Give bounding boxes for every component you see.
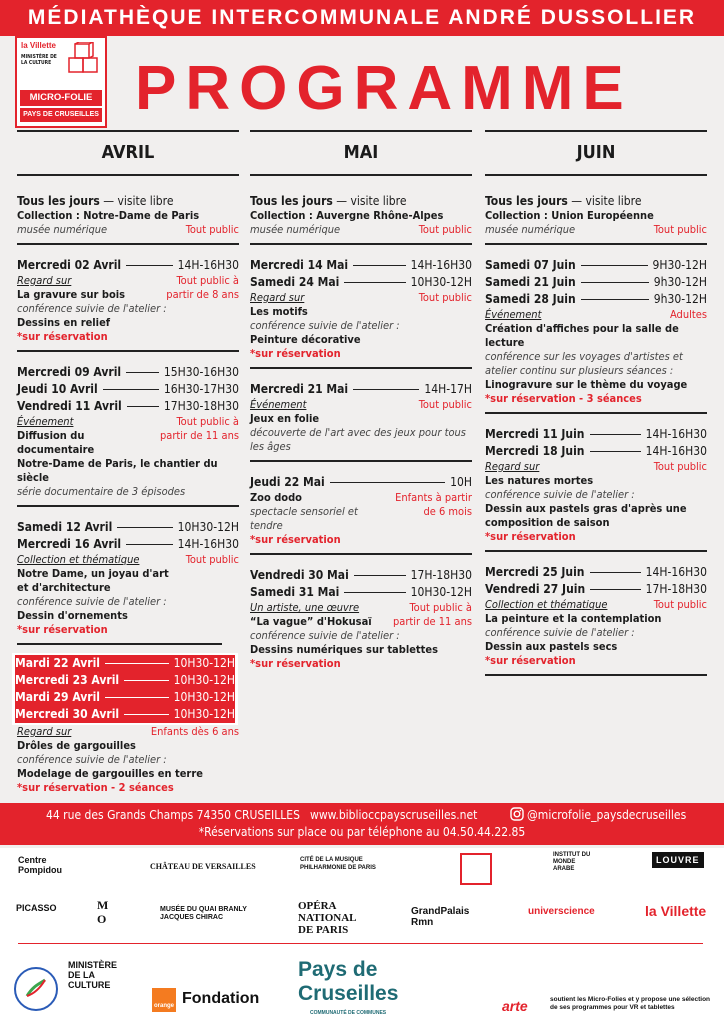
event-atelier: Dessin aux pastels gras d'après une composition de saison <box>485 502 687 529</box>
event-time: 10H30-12H <box>173 690 235 704</box>
event-conf: conférence suivie de l'atelier : <box>250 319 400 332</box>
libre-text: — visite libre <box>567 194 642 208</box>
reservation-note: *sur réservation <box>250 657 341 670</box>
event-time: 9h30-12H <box>653 292 707 306</box>
event-block <box>17 245 239 350</box>
event-time: 14H-16H30 <box>410 258 472 272</box>
event-date: Mercredi 16 Avril <box>17 537 122 551</box>
red-square-logo <box>460 853 492 885</box>
event-conf: conférence suivie de l'atelier : <box>17 302 167 315</box>
event-title: La gravure sur bois <box>17 288 126 301</box>
fondation-logo: Fondation <box>182 990 260 1007</box>
event-block <box>250 555 472 677</box>
event-time: 14H-16H30 <box>177 258 239 272</box>
header-banner: MÉDIATHÈQUE INTERCOMMUNALE ANDRÉ DUSSOLLIER <box>0 0 724 36</box>
event-date: Mercredi 30 Avril <box>15 707 120 721</box>
musee-orsay-logo: M O <box>97 898 109 926</box>
pays-label: PAYS DE CRUSEILLES <box>20 108 102 122</box>
event-kind: Un artiste, une œuvre <box>250 601 360 614</box>
event-date: Samedi 21 Juin <box>485 275 576 289</box>
event-atelier: Peinture décorative <box>250 333 361 346</box>
centre-pompidou-logo: Centre Pompidou <box>18 855 62 875</box>
event-title: Création d'affiches pour la salle de lecture <box>485 322 679 349</box>
public-label: Adultes <box>669 308 707 321</box>
event-time: 14H-16H30 <box>645 444 707 458</box>
event-time: 14H-17H <box>424 382 472 396</box>
footer-banner <box>0 803 724 845</box>
opera-logo: OPÉRA NATIONAL DE PARIS <box>298 900 356 936</box>
event-desc: découverte de l'art avec des jeux pour tous les âges <box>250 426 466 453</box>
libre-days: Tous les jours <box>17 194 100 208</box>
event-time: 10H30-12H <box>173 707 235 721</box>
event-block <box>250 245 472 367</box>
event-time: 17H30-18H30 <box>163 399 239 413</box>
event-time: 10H30-12H <box>177 520 239 534</box>
event-block <box>250 462 472 553</box>
musee-label: musée numérique <box>17 223 108 236</box>
event-time: 9h30-12H <box>653 275 707 289</box>
event-title: Drôles de gargouilles <box>17 739 136 752</box>
public-label: Tout public <box>185 223 239 236</box>
musee-label: musée numérique <box>250 223 341 236</box>
libre-block <box>17 176 239 243</box>
event-block <box>485 552 707 674</box>
event-conf: conférence suivie de l'atelier : <box>250 629 400 642</box>
event-date: Mercredi 09 Avril <box>17 365 122 379</box>
event-title: La peinture et la contemplation <box>485 612 662 625</box>
event-date: Jeudi 22 Mai <box>250 475 325 489</box>
picasso-logo: PICASSO <box>16 903 57 913</box>
event-desc: conférence sur les voyages d'artistes et atelier continu sur plusieurs séances : <box>485 350 683 377</box>
event-block <box>17 645 239 801</box>
event-kind: Événement <box>17 415 74 428</box>
column-avril <box>17 124 239 801</box>
event-title: Zoo dodo <box>250 491 302 504</box>
event-title: Diffusion du documentaire <box>17 429 95 456</box>
event-block <box>17 507 239 643</box>
event-time: 10H30-12H <box>173 673 235 687</box>
event-title: Jeux en folie <box>250 412 320 425</box>
event-title: Les motifs <box>250 305 308 318</box>
event-date: Mercredi 25 Juin <box>485 565 585 579</box>
reservation-note: *sur réservation <box>250 533 341 546</box>
reservation-note: *sur réservation <box>485 530 576 543</box>
public-label: Tout public <box>418 223 472 236</box>
event-date: Vendredi 27 Juin <box>485 582 586 596</box>
event-time: 10H30-12H <box>410 275 472 289</box>
event-conf: conférence suivie de l'atelier : <box>485 488 635 501</box>
event-conf: conférence suivie de l'atelier : <box>485 626 635 639</box>
arte-note: soutient les Micro-Folies et y propose une sélection de ses programmes pour VR et tablettes <box>550 996 711 1011</box>
event-conf: conférence suivie de l'atelier : <box>17 595 167 608</box>
event-atelier: Dessins en relief <box>17 316 111 329</box>
public-label: Tout public <box>653 598 707 611</box>
column-mai <box>250 124 472 677</box>
event-date: Mardi 22 Avril <box>15 656 101 670</box>
event-kind: Événement <box>485 308 542 321</box>
reservation-note: *sur réservation <box>250 347 341 360</box>
la-villette-logo-text: la Villette <box>21 41 56 50</box>
grand-palais-logo: GrandPalais Rmn <box>411 906 470 928</box>
partner-logos <box>0 848 724 1024</box>
event-time: 14H-16H30 <box>645 427 707 441</box>
address: 44 rue des Grands Champs 74350 CRUSEILLES <box>46 808 300 822</box>
reservation-note: *sur réservation - 2 séances <box>17 781 174 794</box>
micro-folie-label: MICRO-FOLIE <box>20 90 102 106</box>
public-label: Tout public à partir de 11 ans <box>160 415 239 442</box>
event-time: 14H-16H30 <box>645 565 707 579</box>
libre-days: Tous les jours <box>485 194 568 208</box>
la-villette-logo: la Villette <box>645 903 707 919</box>
reservation-note: *sur réservation <box>17 623 108 636</box>
communaute-label: COMMUNAUTÉ DE COMMUNES <box>310 1010 387 1016</box>
event-kind: Regard sur <box>485 460 540 473</box>
event-time: 15H30-16H30 <box>163 365 239 379</box>
event-time: 14H-16H30 <box>177 537 239 551</box>
column-juin <box>485 124 707 676</box>
event-atelier: Dessins numériques sur tablettes <box>250 643 438 656</box>
event-time: 17H-18H30 <box>645 582 707 596</box>
month-heading: AVRIL <box>17 130 239 176</box>
ministere-logo-text: MINISTÈRE DE LA CULTURE <box>21 54 57 66</box>
public-label: Enfants à partir de 6 mois <box>395 491 472 518</box>
pays-cruseilles-logo: Pays de Cruseilles <box>298 958 399 1005</box>
event-date: Mercredi 11 Juin <box>485 427 585 441</box>
event-atelier: Dessin aux pastels secs <box>485 640 618 653</box>
event-date: Mercredi 02 Avril <box>17 258 122 272</box>
event-block <box>250 369 472 460</box>
public-label: Tout public <box>653 460 707 473</box>
libre-block <box>250 176 472 243</box>
website-link[interactable]: www.biblioccpayscruseilles.net <box>310 808 478 822</box>
event-date: Samedi 31 Mai <box>250 585 340 599</box>
event-block <box>485 414 707 550</box>
france-relance-icon <box>13 966 59 1012</box>
event-title: “La vague” d'Hokusaï <box>250 615 372 628</box>
event-date: Jeudi 10 Avril <box>17 382 98 396</box>
event-atelier: Modelage de gargouilles en terre <box>17 767 203 780</box>
public-label: Enfants dès 6 ans <box>150 725 239 738</box>
event-block <box>485 245 707 412</box>
public-label: Tout public <box>185 553 239 566</box>
reservation-phone: *Réservations sur place ou par téléphone au 04.50.44.22.85 <box>198 825 526 839</box>
reservation-note: *sur réservation - 3 séances <box>485 392 642 405</box>
collection-name: Collection : Union Européenne <box>485 209 654 222</box>
universcience-logo: universcience <box>528 906 595 917</box>
event-date: Mercredi 14 Mai <box>250 258 349 272</box>
philharmonie-logo: CITÉ DE LA MUSIQUE PHILHARMONIE DE PARIS <box>300 857 376 871</box>
event-time: 10H30-12H <box>410 585 472 599</box>
event-time: 10H <box>450 475 472 489</box>
ima-logo: INSTITUT DU MONDE ARABE <box>553 852 591 872</box>
event-date: Mardi 29 Avril <box>15 690 101 704</box>
page-title: PROGRAMME <box>135 54 633 123</box>
event-time: 16H30-17H30 <box>163 382 239 396</box>
libre-block <box>485 176 707 243</box>
event-date: Mercredi 21 Mai <box>250 382 349 396</box>
event-atelier: Linogravure sur le thème du voyage <box>485 378 688 391</box>
event-date: Mercredi 23 Avril <box>15 673 120 687</box>
arte-logo: arte <box>502 998 528 1014</box>
libre-days: Tous les jours <box>250 194 333 208</box>
reservation-note: *sur réservation <box>485 654 576 667</box>
event-kind: Collection et thématique <box>17 553 140 566</box>
event-kind: Collection et thématique <box>485 598 608 611</box>
event-date: Vendredi 30 Mai <box>250 568 349 582</box>
instagram-icon <box>510 807 524 824</box>
event-time: 17H-18H30 <box>410 568 472 582</box>
event-title: Notre Dame, un joyau d'art <box>17 567 169 580</box>
cubes-icon <box>67 42 101 76</box>
ministere-logo: MINISTÈRE DE LA CULTURE <box>68 960 118 990</box>
orange-logo-text: orange <box>154 1003 175 1009</box>
event-date: Samedi 12 Avril <box>17 520 113 534</box>
public-label: Tout public <box>653 223 707 236</box>
quai-branly-logo: MUSÉE DU QUAI BRANLY JACQUES CHIRAC <box>160 906 247 921</box>
public-label: Tout public à partir de 8 ans <box>166 274 239 301</box>
event-title: et d'architecture <box>17 581 111 594</box>
reservation-note: *sur réservation <box>17 330 108 343</box>
event-kind: Regard sur <box>17 274 72 287</box>
event-title: Les natures mortes <box>485 474 594 487</box>
event-desc: série documentaire de 3 épisodes <box>17 485 186 498</box>
libre-text: — visite libre <box>332 194 407 208</box>
event-date: Samedi 24 Mai <box>250 275 340 289</box>
event-atelier: Dessin d'ornements <box>17 609 128 622</box>
public-label: Tout public à partir de 11 ans <box>393 601 472 628</box>
event-date: Vendredi 11 Avril <box>17 399 122 413</box>
event-title: Notre-Dame de Paris, le chantier du siècle <box>17 457 218 484</box>
event-date: Samedi 28 Juin <box>485 292 576 306</box>
event-conf: conférence suivie de l'atelier : <box>17 753 167 766</box>
public-label: Tout public <box>418 398 472 411</box>
event-time: 10H30-12H <box>173 656 235 670</box>
event-time: 9H30-12H <box>652 258 707 272</box>
louvre-logo: LOUVRE <box>652 852 704 868</box>
micro-folie-logo <box>15 36 107 128</box>
event-date: Mercredi 18 Juin <box>485 444 585 458</box>
event-kind: Événement <box>250 398 307 411</box>
collection-name: Collection : Auvergne Rhône-Alpes <box>250 209 444 222</box>
event-block <box>17 352 239 505</box>
event-date: Samedi 07 Juin <box>485 258 576 272</box>
public-label: Tout public <box>418 291 472 304</box>
month-heading: JUIN <box>485 130 707 176</box>
month-heading: MAI <box>250 130 472 176</box>
event-kind: Regard sur <box>250 291 305 304</box>
instagram-handle[interactable]: @microfolie_paysdecruseilles <box>527 808 687 822</box>
event-desc: spectacle sensoriel et tendre <box>250 505 358 532</box>
musee-label: musée numérique <box>485 223 576 236</box>
versailles-logo: CHÂTEAU DE VERSAILLES <box>150 862 256 871</box>
event-kind: Regard sur <box>17 725 72 738</box>
collection-name: Collection : Notre-Dame de Paris <box>17 209 200 222</box>
libre-text: — visite libre <box>99 194 174 208</box>
